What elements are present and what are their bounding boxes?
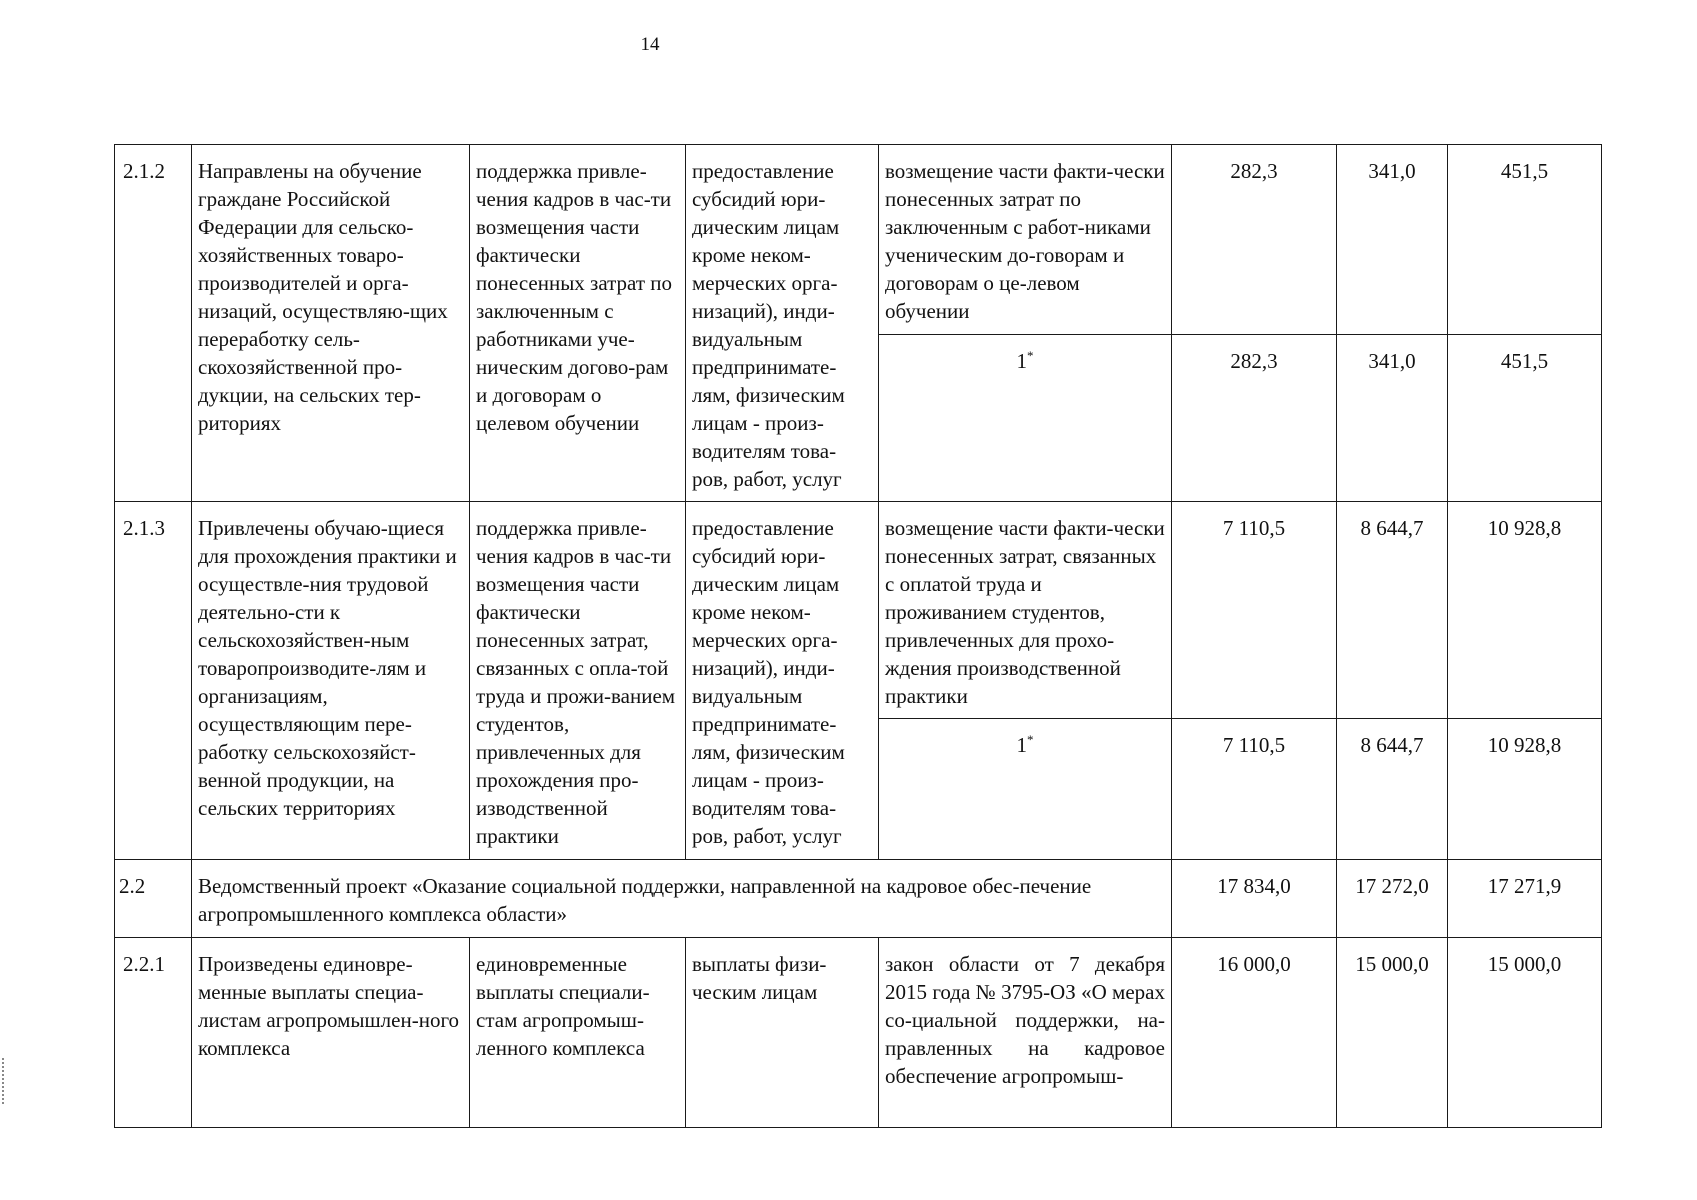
table-row	[115, 502, 1602, 719]
row-number: 2.2.1	[115, 938, 192, 1128]
value-year-1: 17 834,0	[1172, 860, 1337, 938]
value-year-2: 8 644,7	[1337, 719, 1448, 860]
basis-cell: возмещение части факти-чески понесенных затрат, связанных с оплатой труда и проживанием студентов, привлеченных для прохо-ждения производственной практики	[879, 502, 1172, 719]
type-cell: предоставление субсидий юри-дическим лицам кроме неком-мерческих орга-низаций), инди-видуальным предпринимате-лям, физическим лицам - произ-водителям това-ров, работ, услуг	[686, 145, 879, 502]
value-year-2: 341,0	[1337, 145, 1448, 335]
basis-cell: закон области от 7 декабря 2015 года № 3795-ОЗ «О мерах со-циальной поддержки, на-правленных на кадровое обеспечение агропромыш-	[879, 938, 1172, 1128]
value-year-2: 17 272,0	[1337, 860, 1448, 938]
footnote-mark: *	[1027, 348, 1034, 363]
value-year-2: 8 644,7	[1337, 502, 1448, 719]
table-row-project	[115, 860, 1602, 938]
value-year-3: 17 271,9	[1448, 860, 1602, 938]
project-title-cell: Ведомственный проект «Оказание социальной поддержки, направленной на кадровое обес-печение агропромышленного комплекса области»	[192, 860, 1172, 938]
code-value: 1	[1016, 733, 1027, 757]
result-cell: Направлены на обучение граждане Российской Федерации для сельско-хозяйственных товаро-производителей и орга-низаций, осуществляю-щих переработку сель-скохозяйственной про-дукции, на сельских тер-риториях	[192, 145, 470, 502]
measure-cell: поддержка привле-чения кадров в час-ти возмещения части фактически понесенных затрат, связанных с опла-той труда и прожи-ванием студентов, привлеченных для прохождения про-изводственной практики	[470, 502, 686, 860]
value-year-1: 7 110,5	[1172, 719, 1337, 860]
result-cell: Произведены единовре-менные выплаты специа-листам агропромышлен-ного комплекса	[192, 938, 470, 1128]
code-value: 1	[1016, 349, 1027, 373]
measure-cell: поддержка привле-чения кадров в час-ти возмещения части фактически понесенных затрат по заключенным с работниками уче-ническим догово-рам и договорам о целевом обучении	[470, 145, 686, 502]
budget-table	[114, 144, 1602, 1128]
value-year-1: 282,3	[1172, 335, 1337, 502]
value-year-1: 16 000,0	[1172, 938, 1337, 1128]
row-number: 2.1.3	[115, 502, 192, 860]
row-number: 2.1.2	[115, 145, 192, 502]
code-cell	[879, 335, 1172, 502]
value-year-1: 282,3	[1172, 145, 1337, 335]
value-year-2: 341,0	[1337, 335, 1448, 502]
type-cell: предоставление субсидий юри-дическим лицам кроме неком-мерческих орга-низаций), инди-видуальным предпринимате-лям, физическим лицам - произ-водителям това-ров, работ, услуг	[686, 502, 879, 860]
value-year-3: 10 928,8	[1448, 719, 1602, 860]
value-year-1: 7 110,5	[1172, 502, 1337, 719]
scan-margin-marks	[2, 1058, 7, 1104]
type-cell: выплаты физи-ческим лицам	[686, 938, 879, 1128]
table-row	[115, 145, 1602, 335]
footnote-mark: *	[1027, 732, 1034, 747]
value-year-2: 15 000,0	[1337, 938, 1448, 1128]
row-number: 2.2	[115, 860, 192, 938]
code-cell	[879, 719, 1172, 860]
value-year-3: 451,5	[1448, 145, 1602, 335]
measure-cell: единовременные выплаты специали-стам агропромыш-ленного комплекса	[470, 938, 686, 1128]
value-year-3: 15 000,0	[1448, 938, 1602, 1128]
table-row	[115, 938, 1602, 1128]
result-cell: Привлечены обучаю-щиеся для прохождения практики и осуществле-ния трудовой деятельно-сти к сельскохозяйствен-ным товаропроизводите-лям и организациям, осуществляющим пере-работку сельскохозяйст-венной продукции, на сельских территориях	[192, 502, 470, 860]
value-year-3: 10 928,8	[1448, 502, 1602, 719]
basis-cell: возмещение части факти-чески понесенных затрат по заключенным с работ-никами ученическим до-говорам и договорам о це-левом обучении	[879, 145, 1172, 335]
page-number: 14	[640, 34, 660, 55]
value-year-3: 451,5	[1448, 335, 1602, 502]
